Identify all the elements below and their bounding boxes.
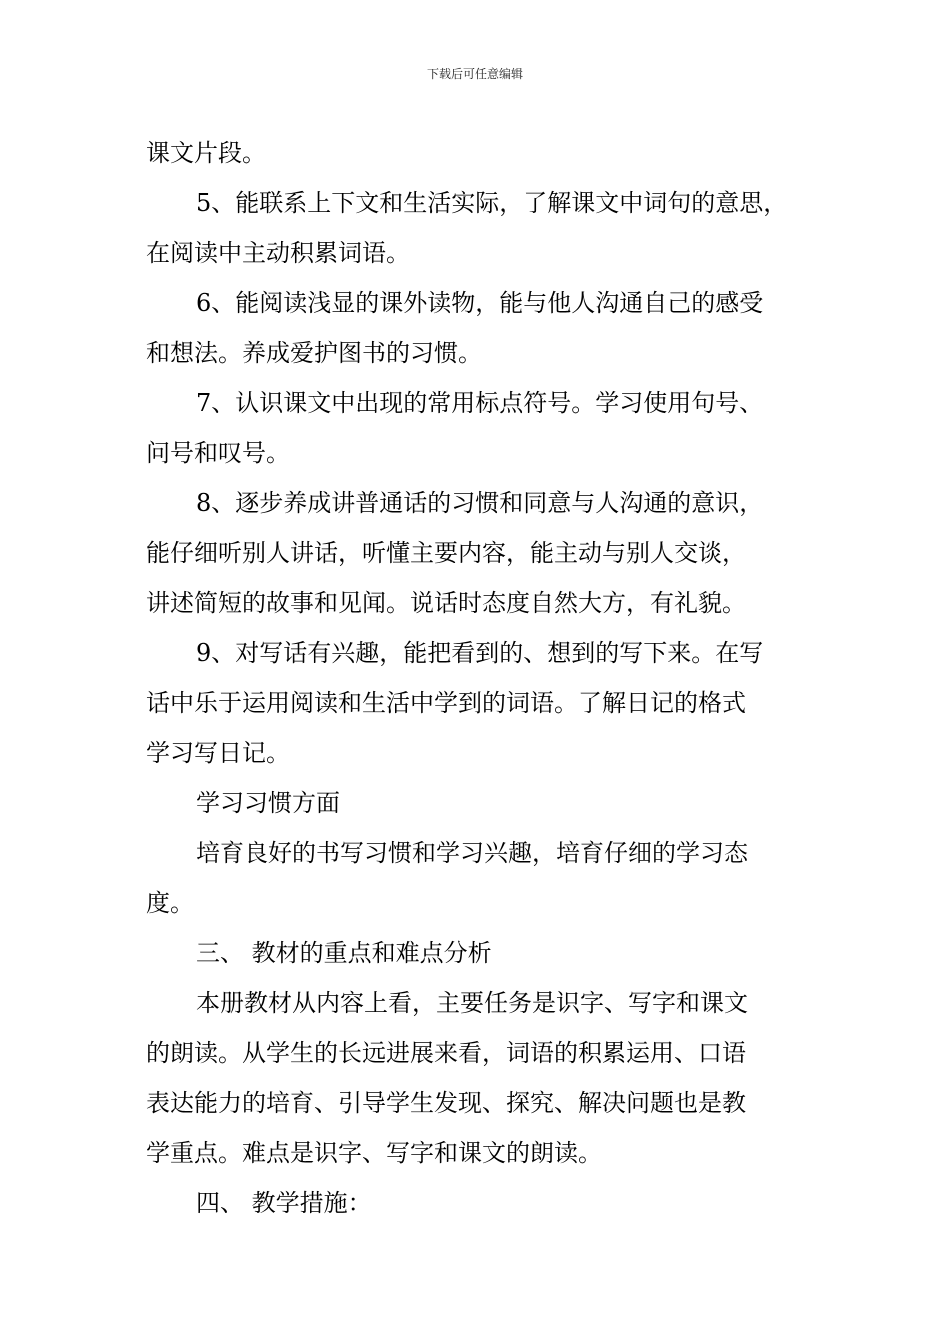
section-subheading: 学习习惯方面: [196, 789, 340, 817]
page-header: 下载后可任意编辑: [426, 67, 523, 81]
text-line: 培育良好的书写习惯和学习兴趣，培育仔细的学习态: [196, 839, 748, 867]
text-line: 9、对写话有兴趣，能把看到的、想到的写下来。在写: [196, 639, 764, 667]
text-line: 的朗读。从学生的长远进展来看，词语的积累运用、口语: [146, 1039, 746, 1067]
text-line: 问号和叹号。: [146, 439, 290, 467]
text-line: 度。: [146, 889, 194, 917]
text-line: 学习写日记。: [146, 739, 290, 767]
text-line: 本册教材从内容上看，主要任务是识字、写字和课文: [196, 989, 748, 1017]
text-line: 和想法。养成爱护图书的习惯。: [146, 339, 482, 367]
document-body: [146, 128, 811, 1228]
text-line: 话中乐于运用阅读和生活中学到的词语。了解日记的格式: [146, 689, 746, 717]
text-line: 7、认识课文中出现的常用标点符号。学习使用句号、: [196, 389, 764, 417]
text-line: 课文片段。: [146, 139, 266, 167]
text-line: 学重点。难点是识字、写字和课文的朗读。: [146, 1139, 602, 1167]
text-line: 表达能力的培育、引导学生发现、探究、解决问题也是教: [146, 1089, 746, 1117]
text-line: 6、能阅读浅显的课外读物，能与他人沟通自己的感受: [196, 289, 764, 317]
text-line: 在阅读中主动积累词语。: [146, 239, 410, 267]
section-heading: 四、 教学措施：: [196, 1189, 372, 1217]
text-line: 8、逐步养成讲普通话的习惯和同意与人沟通的意识，: [196, 489, 764, 517]
section-heading: 三、 教材的重点和难点分析: [196, 939, 492, 967]
text-line: 讲述简短的故事和见闻。说话时态度自然大方，有礼貌。: [146, 589, 746, 617]
text-line: 5、能联系上下文和生活实际，了解课文中词句的意思，: [196, 189, 788, 217]
text-line: 能仔细听别人讲话，听懂主要内容，能主动与别人交谈，: [146, 539, 746, 567]
